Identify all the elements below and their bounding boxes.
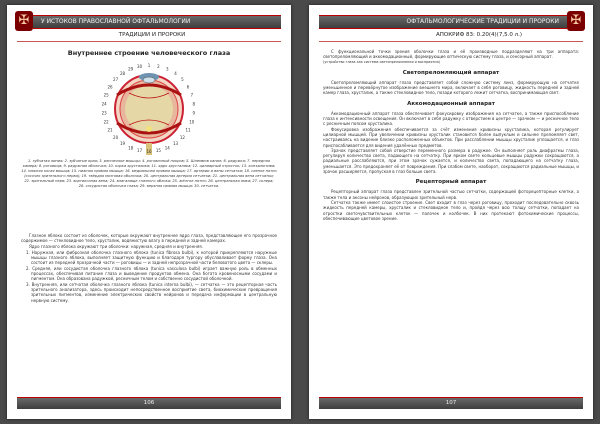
eye-callout-number: 18	[128, 145, 134, 151]
divider	[319, 41, 583, 42]
eye-callout-number: 27	[113, 77, 119, 83]
list-item: 1. Наружная, или фиброзная оболочка глазного яблока (tunica fibrosa bulbi), к которой прикрепляются наружные мышцы глазного яблока, выполняет защитную функцию и благодаря тургору обуславливает форму глаза. Она состоит из передней прозрачной части — роговицы — и задней непрозрачной части беловатого цвета — склеры.	[26, 249, 277, 266]
eye-callout-number: 7	[190, 92, 194, 98]
eye-callout-number: 3	[166, 66, 169, 72]
section-title: Аккомодационный аппарат	[407, 100, 495, 107]
eye-callout-number: 1	[147, 63, 151, 68]
page-number: 107	[319, 397, 583, 409]
page-header: У ИСТОКОВ ПРАВОСЛАВНОЙ ОФТАЛЬМОЛОГИИ	[33, 15, 281, 29]
eye-callout-number: 10	[189, 119, 195, 125]
eye-callout-number: 20	[113, 134, 119, 140]
list-item: 2. Средняя, или сосудистая оболочка глазного яблока (tunica vasculosa bulbi) играет важную роль в обменных процессах, обеспечивая питание глаза и выведение продуктов обмена. Она богата кровеносными сосудами и пигментом. Она образована радужкой, ресничным телом и собственно сосудистой оболочкой.	[26, 265, 277, 282]
right-page	[309, 5, 593, 419]
figure-caption: 1. зубчатая линия; 2. зубчатые края; 3. ресничные мышцы; 4. роговичный покров; 5. Шлеммов канал; 6. радужка; 7. передняя камера; 8. роговица; 9. радужная оболочка; 10. корка хрусталика; 11. ядро хрусталика; 12. цилиарный отросток; 13. конъюнктива; 14. нижняя косая мышца; 15. нижняя прямая мышца; 16. медиальная прямая мышца; 17. артерии и вены сетчатки; 18. слепое пятно (сосочек зрительного нерва); 19. твёрдая мозговая оболочка; 20. центральная артерия сетчатки; 21. центральная вена сетчатки; 22. зрительный нерв; 23. вортикозная вена; 24. влагалище глазного яблока; 25. жёлтое пятно; 26. центральная ямка; 27. склера; 28. сосудистая оболочка глаза; 29. верхняя прямая мышца; 30. сетчатка.	[21, 159, 277, 188]
eye-callout-number: 4	[174, 71, 177, 77]
eye-callout-number: 26	[107, 84, 113, 90]
eye-callout-number: 6	[186, 84, 190, 90]
eye-callout-number: 25	[103, 92, 109, 98]
page-subheader: АПОКРИФ 83: 0.20(4)(7,5.0 л.)	[436, 32, 522, 38]
section-paragraph: Рецепторный аппарат глаза представлен зрительной частью сетчатки, содержащей фоторецепторные клетки, а также тела и аксоны нейронов, образующих зрительный нерв.	[323, 189, 579, 200]
section-paragraph: Сетчатка также имеет слоистое строение. Свет входит в глаз через роговицу, проходит последовательно сквозь жидкость передней камеры, хрусталик и стекловидное тело и, пройдя через всю толщу сетчатки, попадает на отростки светочувствительных клеток — палочек и колбочек. В них протекают фотохимические процессы, обеспечивающие цветовое зрение.	[323, 199, 579, 221]
eye-callout-number: 22	[103, 119, 109, 125]
section-paragraph: Аккомодационный аппарат глаза обеспечивает фокусировку изображения на сетчатке, а также приспособление глаза к интенсивности освещения. Он включает в себя радужку с отверстием в центре — зрачком — и ресничное тело с ресничным поясом хрусталика.	[323, 110, 579, 127]
section-title: Рецепторный аппарат	[415, 179, 487, 186]
eye-diagram	[99, 63, 199, 155]
eye-callout-number: 14	[164, 145, 170, 151]
eye-callout-number: 11	[185, 127, 191, 133]
intro-paragraph: С функциональной точки зрения оболочки глаза и её производные подразделяют на три аппарата: светопреломляющий и аккомодационный, формирующие оптическую систему глаза, и сенсорный аппарат.	[323, 49, 579, 60]
eye-callout-number: 16	[146, 149, 152, 154]
eye-callout-number: 24	[101, 101, 107, 107]
list-item: 3. Внутренняя, или сетчатая оболочка глазного яблока (tunica interna bulbi), — сетчатка — это рецепторная часть зрительного анализатора, здесь происходит непосредственное восприятие света, биохимические превращения зрительных пигментов, изменение электрических свойств нейронов и передача информации в центральную нервную систему.	[26, 281, 277, 303]
eye-callout-number: 15	[155, 148, 161, 154]
eye-callout-number: 8	[192, 101, 196, 107]
eye-callout-number: 21	[107, 127, 113, 133]
intro-paragraph: Глазное яблоко состоит из оболочек, которые окружают внутреннее ядро глаза, представляющее его прозрачное содержимое — стекловидное тело, хрусталик, водянистую влагу в передней и задней камерах.	[21, 233, 277, 244]
eye-callout-number: 23	[101, 110, 107, 116]
section-paragraph: Светопреломляющий аппарат глаза представляет собой сложную систему линз, формирующую на сетчатке уменьшенное и перевёрнутое изображение внешнего мира, включает в себя роговицу, жидкость передней и задней камер глаза, хрусталик, а также стекловидное тело, позади которого лежит сетчатка, воспринимающая свет.	[323, 79, 579, 96]
eye-callout-number: 2	[157, 63, 160, 69]
eye-callout-number: 17	[137, 148, 143, 154]
eye-callout-number: 29	[128, 66, 134, 72]
church-logo-icon: ✠	[15, 11, 33, 31]
section-paragraph: Фокусировка изображения обеспечивается за счёт изменения кривизны хрусталика, которая регулирует цилиарной мышцей. При увеличении кривизны хрусталик становится более выпуклым и сильнее преломляет свет, настраиваясь на видение близко расположенных объектов. При расслаблении мышцы хрусталик уплощается, и глаз приспосабливается для видения удалённых предметов.	[323, 126, 579, 148]
intro-paragraph-2: Ядро глазного яблока окружают три оболочки: наружная, средняя и внутренняя.	[29, 243, 203, 249]
eye-callout-number: 19	[119, 140, 126, 146]
page-number: 106	[17, 397, 281, 409]
divider	[17, 41, 281, 42]
page-header: ОФТАЛЬМОЛОГИЧЕСКИЕ ТРАДИЦИИ И ПРОРОКИ	[319, 15, 567, 29]
left-page	[7, 5, 291, 419]
eye-callout-number: 13	[172, 140, 179, 146]
eye-callout-number: 5	[181, 77, 184, 83]
eye-callout-number: 9	[192, 110, 196, 116]
church-logo-icon: ✠	[567, 11, 585, 31]
eye-callout-number: 12	[179, 134, 185, 140]
footnote: (устройство глаза как система светопреломления и восприятия)	[323, 59, 440, 64]
section-title: Светопреломляющий аппарат	[402, 69, 500, 76]
eye-callout-number: 30	[137, 63, 143, 69]
page-subheader: ТРАДИЦИИ И ПРОРОКИ	[118, 32, 186, 38]
eye-callout-number: 28	[119, 71, 126, 77]
section-title: Внутреннее строение человеческого глаза	[67, 49, 231, 57]
section-paragraph: Зрачок представляет собой отверстие переменного размера в радужке. Он выполняет роль диафрагмы глаза, регулируя количество света, падающего на сетчатку. При ярком свете кольцевые мышцы радужки сокращаются, а радиальные расслабляются, при этом зрачок сужается, и количество света, попадающего на сетчатку глаза, уменьшается. Это предохраняет её от повреждения. При слабом свете, наоборот, сокращаются радиальные мышцы, и зрачок расширяется, пропуская в глаз больше света.	[323, 147, 579, 175]
